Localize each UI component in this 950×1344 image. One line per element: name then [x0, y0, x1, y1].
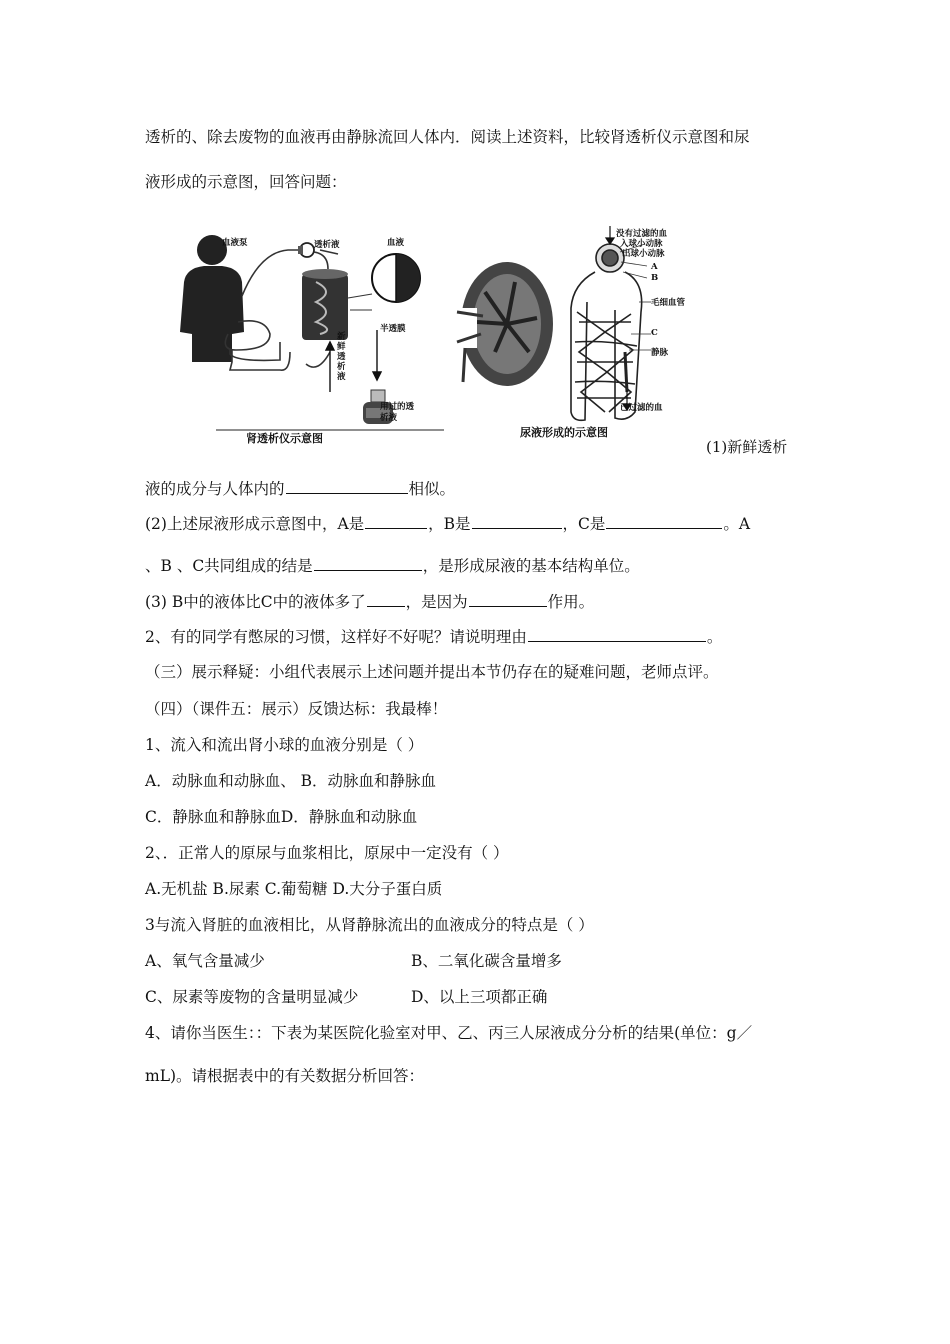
blood-pump-icon	[298, 243, 314, 257]
label-b: B	[651, 273, 659, 283]
human-silhouette-icon	[180, 235, 244, 362]
mc3-options-cd	[145, 987, 547, 1007]
answer-blank-reason[interactable]	[469, 592, 547, 607]
label-c: C	[651, 328, 658, 338]
answer-blank-nephron[interactable]	[314, 556, 422, 571]
label-membrane: 半透膜	[380, 324, 406, 334]
label-filtered-blood: 已过滤的血	[620, 403, 663, 413]
q2-line2: 、B 、C共同组成的结是 ，是形成尿液的基本结构单位。	[145, 557, 640, 575]
answer-blank-more[interactable]	[367, 592, 405, 607]
q3-line: (3) B中的液体比C中的液体多了 ，是因为 作用。	[145, 593, 595, 611]
answer-blank-explain[interactable]	[528, 627, 706, 642]
nephron-tubule-icon	[571, 244, 642, 420]
label-blood-pump: 血液泵	[222, 238, 248, 248]
q1-line2: 液的成分与人体内的 相似。	[145, 480, 456, 498]
blood-magnified-circle-icon	[372, 254, 420, 302]
label-unfiltered-blood: 没有过滤的血	[616, 229, 668, 239]
label-blood: 血液	[387, 238, 405, 248]
label-efferent-arteriole: 出球小动脉	[622, 249, 665, 259]
dialysis-tank-icon	[302, 269, 348, 340]
answer-blank[interactable]	[286, 479, 408, 494]
section-3: （三）展示释疑：小组代表展示上述问题并提出本节仍存在的疑难问题，老师点评。	[145, 663, 719, 681]
mc1-options-ab: A．动脉血和动脉血、 B．动脉血和静脉血	[145, 772, 437, 790]
q-table-line-1: 4、请你当医生：：下表为某医院化验室对甲、乙、丙三人尿液成分分析的结果(单位：g／	[145, 1024, 753, 1042]
label-fresh-dialysate: 新鲜透析液	[337, 332, 346, 382]
mc3-option-c: C、尿素等废物的含量明显减少	[145, 988, 359, 1006]
mc3-option-a: A、氧气含量减少	[145, 952, 265, 970]
answer-blank-b[interactable]	[472, 514, 562, 529]
kidney-section-icon	[455, 262, 553, 386]
label-used-dialysate: 用过的透析液	[380, 402, 415, 423]
mc3-options-ab	[145, 951, 562, 971]
mc1-options-cd: C．静脉血和静脉血D．静脉血和动脉血	[145, 808, 418, 826]
intro-line-1: 透析的、除去废物的血液再由静脉流回人体内．阅读上述资料，比较肾透析仪示意图和尿	[145, 128, 750, 146]
caption-dialysis: 肾透析仪示意图	[246, 432, 323, 445]
label-afferent-arteriole: 入球小动脉	[620, 239, 663, 249]
label-capillary: 毛细血管	[651, 298, 686, 308]
q2-line1: (2)上述尿液形成示意图中，A是 ，B是 ，C是 。A	[145, 515, 751, 533]
mc3-option-d: D、以上三项都正确	[411, 988, 548, 1006]
mc2-stem: 2、．正常人的原尿与血浆相比，原尿中一定没有（ ）	[145, 844, 509, 862]
label-vein: 静脉	[651, 348, 669, 358]
answer-blank-a[interactable]	[365, 514, 427, 529]
q1-start: (1)新鲜透析	[706, 438, 788, 456]
label-dialysate: 透析液	[314, 240, 340, 250]
q-table-line-2: mL)。请根据表中的有关数据分析回答：	[145, 1067, 425, 1085]
label-a: A	[651, 262, 658, 272]
section-4: （四）（课件五：展示）反馈达标：我最棒！	[145, 700, 448, 718]
q4-line: 2、有的同学有憋尿的习惯，这样好不好呢？请说明理由 。	[145, 628, 723, 646]
answer-blank-c[interactable]	[606, 514, 722, 529]
mc3-option-b: B、二氧化碳含量增多	[411, 952, 562, 970]
mc2-options: A.无机盐 B.尿素 C.葡萄糖 D.大分子蛋白质	[145, 880, 443, 898]
caption-urine-formation: 尿液形成的示意图	[520, 426, 608, 439]
intro-line-2: 液形成的示意图，回答问题：	[145, 173, 347, 191]
mc1-stem: 1、流入和流出肾小球的血液分别是（ ）	[145, 736, 424, 754]
mc3-stem: 3与流入肾脏的血液相比，从肾静脉流出的血液成分的特点是（ ）	[145, 916, 594, 934]
vein-icon	[625, 352, 627, 392]
